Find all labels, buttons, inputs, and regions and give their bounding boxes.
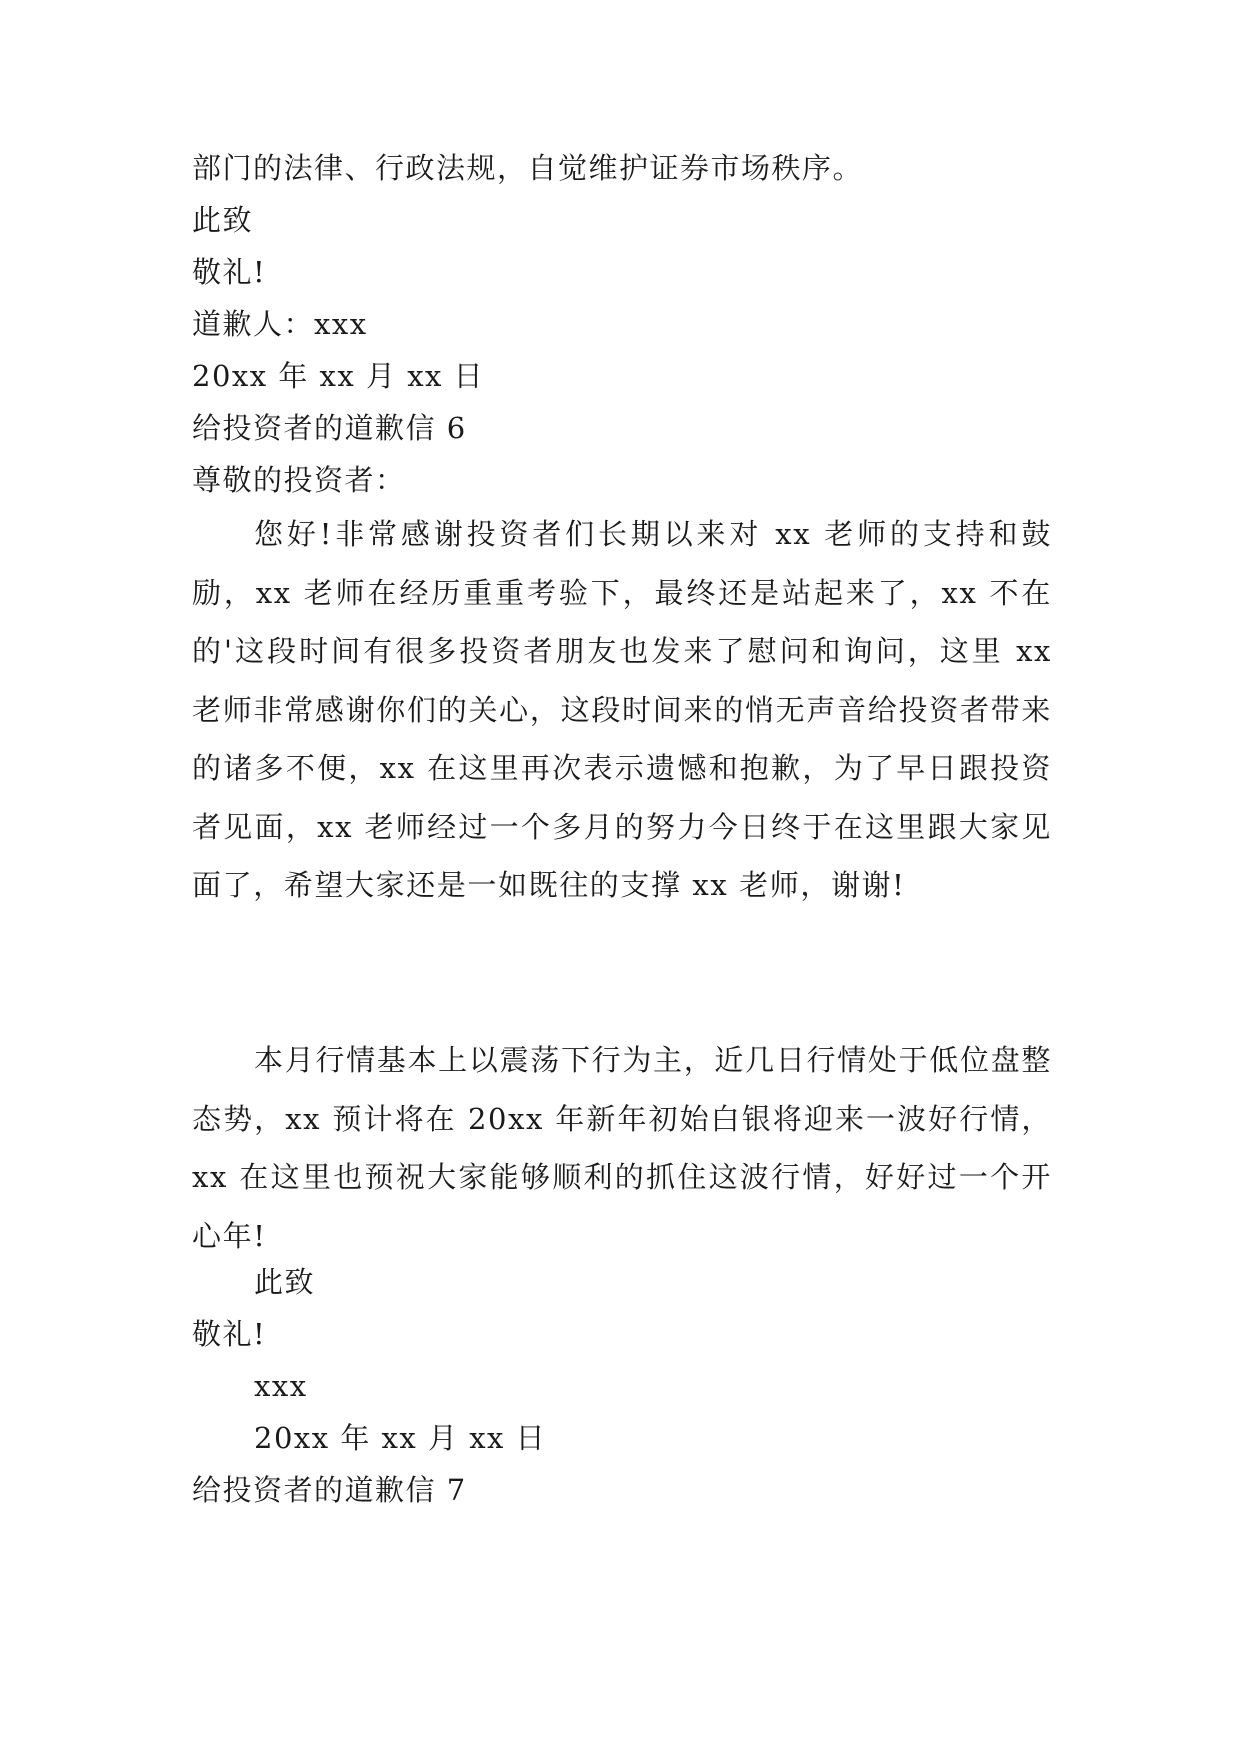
body-paragraph-1: 您好!非常感谢投资者们长期以来对 xx 老师的支持和鼓励，xx 老师在经历重重考验下，最终还是站起来了，xx 不在的'这段时间有很多投资者朋友也发来了慰问和询问，这里 xx 老师非常感谢你们的关心，这段时间来的悄无声音给投资者带来的诸多不便，xx 在这里再次表示遗憾和抱歉，为了早日跟投资者见面，xx 老师经过一个多月的努力今日终于在这里跟大家见面了，希望大家还是一如既往的支撑 xx 老师，谢谢! (192, 517, 1052, 902)
regards-line: 敬礼! (192, 255, 267, 289)
letter-heading-7: 给投资者的道歉信 7 (192, 1473, 467, 1507)
closing-date: 20xx 年 xx 月 xx 日 (254, 1421, 547, 1455)
letter-heading-6: 给投资者的道歉信 6 (192, 411, 467, 445)
apologizer-line: 道歉人：xxx (192, 307, 368, 341)
text-line-regulations: 部门的法律、行政法规，自觉维护证券市场秩序。 (192, 151, 864, 185)
closing-salutation: 此致 (254, 1265, 316, 1299)
greeting-line: 尊敬的投资者： (192, 463, 406, 497)
salutation-line: 此致 (192, 203, 254, 237)
date-line: 20xx 年 xx 月 xx 日 (192, 359, 485, 393)
closing-regards: 敬礼! (192, 1317, 267, 1351)
body-paragraph-2: 本月行情基本上以震荡下行为主，近几日行情处于低位盘整态势，xx 预计将在 20xx 年新年初始白银将迎来一波好行情，xx 在这里也预祝大家能够顺利的抓住这波行情，好好过一个开心年! (192, 1043, 1052, 1253)
closing-signature: xxx (254, 1369, 308, 1403)
